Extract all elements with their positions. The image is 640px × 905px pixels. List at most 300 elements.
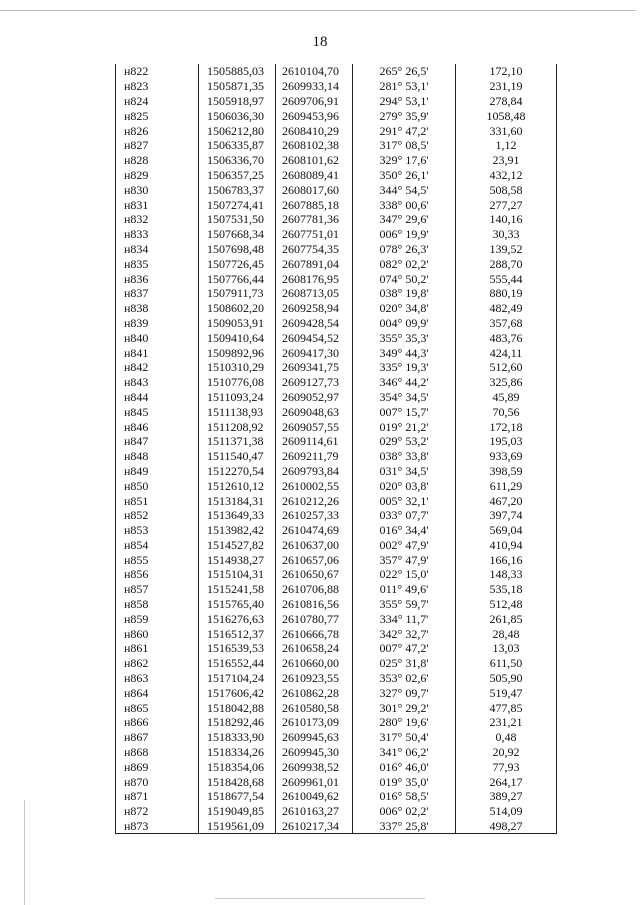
scan-left-edge	[24, 800, 25, 905]
segment-length-cell: 432,12	[456, 168, 557, 183]
segment-length-cell: 20,92	[456, 745, 557, 760]
point-id-cell: н854	[116, 538, 199, 553]
table-row	[116, 626, 557, 641]
segment-length-cell: 508,58	[456, 182, 557, 197]
table-row	[116, 286, 557, 301]
table-row	[116, 508, 557, 523]
direction-angle-cell: 357° 47,9'	[353, 552, 456, 567]
table-row	[116, 715, 557, 730]
y-coordinate-cell: 2609945,63	[276, 730, 353, 745]
y-coordinate-cell: 2610666,78	[276, 626, 353, 641]
table-row	[116, 582, 557, 597]
table-row	[116, 345, 557, 360]
x-coordinate-cell: 1516512,37	[199, 626, 276, 641]
point-id-cell: н843	[116, 375, 199, 390]
x-coordinate-cell: 1517606,42	[199, 685, 276, 700]
x-coordinate-cell: 1505885,03	[199, 64, 276, 79]
x-coordinate-cell: 1507274,41	[199, 197, 276, 212]
segment-length-cell: 45,89	[456, 390, 557, 405]
point-id-cell: н829	[116, 168, 199, 183]
coordinates-table-body	[116, 64, 557, 834]
x-coordinate-cell: 1506336,70	[199, 153, 276, 168]
table-row	[116, 538, 557, 553]
x-coordinate-cell: 1509892,96	[199, 345, 276, 360]
x-coordinate-cell: 1518333,90	[199, 730, 276, 745]
y-coordinate-cell: 2610816,56	[276, 597, 353, 612]
table-row	[116, 449, 557, 464]
direction-angle-cell: 291° 47,2'	[353, 123, 456, 138]
direction-angle-cell: 020° 34,8'	[353, 301, 456, 316]
segment-length-cell: 357,68	[456, 316, 557, 331]
x-coordinate-cell: 1510776,08	[199, 375, 276, 390]
direction-angle-cell: 016° 46,0'	[353, 759, 456, 774]
segment-length-cell: 611,50	[456, 656, 557, 671]
segment-length-cell: 231,21	[456, 715, 557, 730]
point-id-cell: н852	[116, 508, 199, 523]
segment-length-cell: 264,17	[456, 774, 557, 789]
table-row	[116, 316, 557, 331]
x-coordinate-cell: 1509410,64	[199, 330, 276, 345]
y-coordinate-cell: 2610173,09	[276, 715, 353, 730]
point-id-cell: н858	[116, 597, 199, 612]
x-coordinate-cell: 1506783,37	[199, 182, 276, 197]
x-coordinate-cell: 1507766,44	[199, 271, 276, 286]
direction-angle-cell: 082° 02,2'	[353, 256, 456, 271]
coordinates-table	[115, 64, 557, 834]
x-coordinate-cell: 1518292,46	[199, 715, 276, 730]
direction-angle-cell: 301° 29,2'	[353, 700, 456, 715]
y-coordinate-cell: 2610650,67	[276, 567, 353, 582]
y-coordinate-cell: 2609945,30	[276, 745, 353, 760]
table-row	[116, 419, 557, 434]
y-coordinate-cell: 2610637,00	[276, 538, 353, 553]
x-coordinate-cell: 1515104,31	[199, 567, 276, 582]
direction-angle-cell: 074° 50,2'	[353, 271, 456, 286]
table-row	[116, 434, 557, 449]
y-coordinate-cell: 2610657,06	[276, 552, 353, 567]
direction-angle-cell: 346° 44,2'	[353, 375, 456, 390]
direction-angle-cell: 355° 35,3'	[353, 330, 456, 345]
table-row	[116, 108, 557, 123]
point-id-cell: н862	[116, 656, 199, 671]
y-coordinate-cell: 2609417,30	[276, 345, 353, 360]
segment-length-cell: 325,86	[456, 375, 557, 390]
page-number: 18	[312, 34, 328, 50]
segment-length-cell: 535,18	[456, 582, 557, 597]
y-coordinate-cell: 2607891,04	[276, 256, 353, 271]
y-coordinate-cell: 2610660,00	[276, 656, 353, 671]
segment-length-cell: 28,48	[456, 626, 557, 641]
point-id-cell: н861	[116, 641, 199, 656]
y-coordinate-cell: 2610212,26	[276, 493, 353, 508]
direction-angle-cell: 007° 47,2'	[353, 641, 456, 656]
y-coordinate-cell: 2609258,94	[276, 301, 353, 316]
direction-angle-cell: 279° 35,9'	[353, 108, 456, 123]
segment-length-cell: 467,20	[456, 493, 557, 508]
x-coordinate-cell: 1511208,92	[199, 419, 276, 434]
y-coordinate-cell: 2608713,05	[276, 286, 353, 301]
y-coordinate-cell: 2609938,52	[276, 759, 353, 774]
table-row	[116, 552, 557, 567]
segment-length-cell: 13,03	[456, 641, 557, 656]
segment-length-cell: 140,16	[456, 212, 557, 227]
y-coordinate-cell: 2610257,33	[276, 508, 353, 523]
y-coordinate-cell: 2609706,91	[276, 94, 353, 109]
y-coordinate-cell: 2610049,62	[276, 789, 353, 804]
table-row	[116, 804, 557, 819]
y-coordinate-cell: 2609453,96	[276, 108, 353, 123]
table-row	[116, 789, 557, 804]
x-coordinate-cell: 1512610,12	[199, 478, 276, 493]
table-row	[116, 671, 557, 686]
y-coordinate-cell: 2607751,01	[276, 227, 353, 242]
x-coordinate-cell: 1511540,47	[199, 449, 276, 464]
table-row	[116, 700, 557, 715]
x-coordinate-cell: 1513982,42	[199, 523, 276, 538]
table-row	[116, 597, 557, 612]
direction-angle-cell: 006° 02,2'	[353, 804, 456, 819]
direction-angle-cell: 350° 26,1'	[353, 168, 456, 183]
y-coordinate-cell: 2610580,58	[276, 700, 353, 715]
table-row	[116, 153, 557, 168]
segment-length-cell: 278,84	[456, 94, 557, 109]
direction-angle-cell: 038° 33,8'	[353, 449, 456, 464]
segment-length-cell: 410,94	[456, 538, 557, 553]
x-coordinate-cell: 1518677,54	[199, 789, 276, 804]
segment-length-cell: 288,70	[456, 256, 557, 271]
table-row	[116, 656, 557, 671]
direction-angle-cell: 033° 07,7'	[353, 508, 456, 523]
table-row	[116, 360, 557, 375]
direction-angle-cell: 022° 15,0'	[353, 567, 456, 582]
segment-length-cell: 77,93	[456, 759, 557, 774]
point-id-cell: н839	[116, 316, 199, 331]
table-row	[116, 404, 557, 419]
segment-length-cell: 0,48	[456, 730, 557, 745]
direction-angle-cell: 078° 26,3'	[353, 242, 456, 257]
x-coordinate-cell: 1511371,38	[199, 434, 276, 449]
segment-length-cell: 477,85	[456, 700, 557, 715]
y-coordinate-cell: 2609428,54	[276, 316, 353, 331]
direction-angle-cell: 349° 44,3'	[353, 345, 456, 360]
y-coordinate-cell: 2609933,14	[276, 79, 353, 94]
segment-length-cell: 880,19	[456, 286, 557, 301]
y-coordinate-cell: 2607885,18	[276, 197, 353, 212]
y-coordinate-cell: 2610862,28	[276, 685, 353, 700]
x-coordinate-cell: 1514938,27	[199, 552, 276, 567]
table-row	[116, 64, 557, 79]
segment-length-cell: 172,10	[456, 64, 557, 79]
segment-length-cell: 166,16	[456, 552, 557, 567]
segment-length-cell: 514,09	[456, 804, 557, 819]
table-row	[116, 123, 557, 138]
table-row	[116, 330, 557, 345]
x-coordinate-cell: 1517104,24	[199, 671, 276, 686]
y-coordinate-cell: 2609211,79	[276, 449, 353, 464]
y-coordinate-cell: 2609793,84	[276, 464, 353, 479]
point-id-cell: н850	[116, 478, 199, 493]
point-id-cell: н836	[116, 271, 199, 286]
x-coordinate-cell: 1518042,88	[199, 700, 276, 715]
y-coordinate-cell: 2609454,52	[276, 330, 353, 345]
table-row	[116, 242, 557, 257]
x-coordinate-cell: 1514527,82	[199, 538, 276, 553]
point-id-cell: н835	[116, 256, 199, 271]
direction-angle-cell: 354° 34,5'	[353, 390, 456, 405]
point-id-cell: н856	[116, 567, 199, 582]
table-row	[116, 94, 557, 109]
direction-angle-cell: 342° 32,7'	[353, 626, 456, 641]
direction-angle-cell: 344° 54,5'	[353, 182, 456, 197]
direction-angle-cell: 005° 32,1'	[353, 493, 456, 508]
x-coordinate-cell: 1507698,48	[199, 242, 276, 257]
x-coordinate-cell: 1510310,29	[199, 360, 276, 375]
x-coordinate-cell: 1508602,20	[199, 301, 276, 316]
point-id-cell: н871	[116, 789, 199, 804]
direction-angle-cell: 019° 35,0'	[353, 774, 456, 789]
direction-angle-cell: 004° 09,9'	[353, 316, 456, 331]
point-id-cell: н870	[116, 774, 199, 789]
point-id-cell: н849	[116, 464, 199, 479]
direction-angle-cell: 007° 15,7'	[353, 404, 456, 419]
direction-angle-cell: 029° 53,2'	[353, 434, 456, 449]
x-coordinate-cell: 1515765,40	[199, 597, 276, 612]
scan-top-edge	[0, 10, 636, 11]
segment-length-cell: 512,60	[456, 360, 557, 375]
direction-angle-cell: 038° 19,8'	[353, 286, 456, 301]
segment-length-cell: 1058,48	[456, 108, 557, 123]
x-coordinate-cell: 1509053,91	[199, 316, 276, 331]
direction-angle-cell: 016° 34,4'	[353, 523, 456, 538]
x-coordinate-cell: 1516552,44	[199, 656, 276, 671]
point-id-cell: н865	[116, 700, 199, 715]
segment-length-cell: 331,60	[456, 123, 557, 138]
x-coordinate-cell: 1505871,35	[199, 79, 276, 94]
direction-angle-cell: 265° 26,5'	[353, 64, 456, 79]
segment-length-cell: 611,29	[456, 478, 557, 493]
point-id-cell: н847	[116, 434, 199, 449]
point-id-cell: н848	[116, 449, 199, 464]
point-id-cell: н846	[116, 419, 199, 434]
direction-angle-cell: 031° 34,5'	[353, 464, 456, 479]
y-coordinate-cell: 2610706,88	[276, 582, 353, 597]
table-row	[116, 567, 557, 582]
point-id-cell: н834	[116, 242, 199, 257]
point-id-cell: н857	[116, 582, 199, 597]
segment-length-cell: 195,03	[456, 434, 557, 449]
direction-angle-cell: 011° 49,6'	[353, 582, 456, 597]
table-row	[116, 182, 557, 197]
x-coordinate-cell: 1519561,09	[199, 819, 276, 834]
direction-angle-cell: 294° 53,1'	[353, 94, 456, 109]
y-coordinate-cell: 2610658,24	[276, 641, 353, 656]
y-coordinate-cell: 2609127,73	[276, 375, 353, 390]
table-row	[116, 745, 557, 760]
point-id-cell: н832	[116, 212, 199, 227]
x-coordinate-cell: 1516276,63	[199, 611, 276, 626]
point-id-cell: н823	[116, 79, 199, 94]
direction-angle-cell: 337° 25,8'	[353, 819, 456, 834]
segment-length-cell: 30,33	[456, 227, 557, 242]
table-row	[116, 197, 557, 212]
direction-angle-cell: 355° 59,7'	[353, 597, 456, 612]
table-row	[116, 478, 557, 493]
x-coordinate-cell: 1519049,85	[199, 804, 276, 819]
point-id-cell: н837	[116, 286, 199, 301]
point-id-cell: н842	[116, 360, 199, 375]
segment-length-cell: 512,48	[456, 597, 557, 612]
y-coordinate-cell: 2608176,95	[276, 271, 353, 286]
point-id-cell: н838	[116, 301, 199, 316]
segment-length-cell: 933,69	[456, 449, 557, 464]
segment-length-cell: 1,12	[456, 138, 557, 153]
y-coordinate-cell: 2608410,29	[276, 123, 353, 138]
y-coordinate-cell: 2610780,77	[276, 611, 353, 626]
x-coordinate-cell: 1506357,25	[199, 168, 276, 183]
direction-angle-cell: 317° 08,5'	[353, 138, 456, 153]
segment-length-cell: 555,44	[456, 271, 557, 286]
table-row	[116, 138, 557, 153]
point-id-cell: н872	[116, 804, 199, 819]
point-id-cell: н830	[116, 182, 199, 197]
point-id-cell: н863	[116, 671, 199, 686]
y-coordinate-cell: 2609341,75	[276, 360, 353, 375]
point-id-cell: н851	[116, 493, 199, 508]
y-coordinate-cell: 2610002,55	[276, 478, 353, 493]
table-row	[116, 819, 557, 834]
table-row	[116, 227, 557, 242]
table-row	[116, 256, 557, 271]
x-coordinate-cell: 1506335,87	[199, 138, 276, 153]
x-coordinate-cell: 1513649,33	[199, 508, 276, 523]
table-row	[116, 79, 557, 94]
y-coordinate-cell: 2610163,27	[276, 804, 353, 819]
point-id-cell: н864	[116, 685, 199, 700]
segment-length-cell: 231,19	[456, 79, 557, 94]
x-coordinate-cell: 1507531,50	[199, 212, 276, 227]
direction-angle-cell: 327° 09,7'	[353, 685, 456, 700]
y-coordinate-cell: 2610104,70	[276, 64, 353, 79]
x-coordinate-cell: 1511138,93	[199, 404, 276, 419]
segment-length-cell: 70,56	[456, 404, 557, 419]
direction-angle-cell: 334° 11,7'	[353, 611, 456, 626]
y-coordinate-cell: 2609052,97	[276, 390, 353, 405]
x-coordinate-cell: 1518354,06	[199, 759, 276, 774]
segment-length-cell: 398,59	[456, 464, 557, 479]
y-coordinate-cell: 2609057,55	[276, 419, 353, 434]
x-coordinate-cell: 1512270,54	[199, 464, 276, 479]
direction-angle-cell: 335° 19,3'	[353, 360, 456, 375]
x-coordinate-cell: 1515241,58	[199, 582, 276, 597]
y-coordinate-cell: 2607754,35	[276, 242, 353, 257]
direction-angle-cell: 006° 19,9'	[353, 227, 456, 242]
table-row	[116, 774, 557, 789]
table-row	[116, 212, 557, 227]
table-row	[116, 168, 557, 183]
table-row	[116, 523, 557, 538]
direction-angle-cell: 329° 17,6'	[353, 153, 456, 168]
point-id-cell: н828	[116, 153, 199, 168]
point-id-cell: н869	[116, 759, 199, 774]
x-coordinate-cell: 1507911,73	[199, 286, 276, 301]
table-row	[116, 464, 557, 479]
table-row	[116, 685, 557, 700]
point-id-cell: н868	[116, 745, 199, 760]
direction-angle-cell: 019° 21,2'	[353, 419, 456, 434]
x-coordinate-cell: 1507668,34	[199, 227, 276, 242]
point-id-cell: н833	[116, 227, 199, 242]
point-id-cell: н845	[116, 404, 199, 419]
point-id-cell: н827	[116, 138, 199, 153]
table-row	[116, 730, 557, 745]
point-id-cell: н853	[116, 523, 199, 538]
table-row	[116, 375, 557, 390]
direction-angle-cell: 338° 00,6'	[353, 197, 456, 212]
table-row	[116, 759, 557, 774]
point-id-cell: н844	[116, 390, 199, 405]
direction-angle-cell: 025° 31,8'	[353, 656, 456, 671]
point-id-cell: н867	[116, 730, 199, 745]
segment-length-cell: 139,52	[456, 242, 557, 257]
scan-bottom-edge	[215, 898, 425, 899]
direction-angle-cell: 280° 19,6'	[353, 715, 456, 730]
segment-length-cell: 519,47	[456, 685, 557, 700]
point-id-cell: н841	[116, 345, 199, 360]
segment-length-cell: 148,33	[456, 567, 557, 582]
table-row	[116, 390, 557, 405]
y-coordinate-cell: 2608102,38	[276, 138, 353, 153]
point-id-cell: н825	[116, 108, 199, 123]
point-id-cell: н824	[116, 94, 199, 109]
y-coordinate-cell: 2610217,34	[276, 819, 353, 834]
segment-length-cell: 498,27	[456, 819, 557, 834]
direction-angle-cell: 016° 58,5'	[353, 789, 456, 804]
segment-length-cell: 505,90	[456, 671, 557, 686]
table-row	[116, 301, 557, 316]
segment-length-cell: 569,04	[456, 523, 557, 538]
x-coordinate-cell: 1506036,30	[199, 108, 276, 123]
segment-length-cell: 424,11	[456, 345, 557, 360]
y-coordinate-cell: 2607781,36	[276, 212, 353, 227]
point-id-cell: н826	[116, 123, 199, 138]
direction-angle-cell: 341° 06,2'	[353, 745, 456, 760]
y-coordinate-cell: 2610923,55	[276, 671, 353, 686]
segment-length-cell: 397,74	[456, 508, 557, 523]
x-coordinate-cell: 1505918,97	[199, 94, 276, 109]
point-id-cell: н855	[116, 552, 199, 567]
y-coordinate-cell: 2608101,62	[276, 153, 353, 168]
table-row	[116, 493, 557, 508]
segment-length-cell: 261,85	[456, 611, 557, 626]
table-row	[116, 611, 557, 626]
direction-angle-cell: 002° 47,9'	[353, 538, 456, 553]
table-row	[116, 271, 557, 286]
point-id-cell: н831	[116, 197, 199, 212]
direction-angle-cell: 353° 02,6'	[353, 671, 456, 686]
point-id-cell: н840	[116, 330, 199, 345]
x-coordinate-cell: 1513184,31	[199, 493, 276, 508]
x-coordinate-cell: 1518428,68	[199, 774, 276, 789]
y-coordinate-cell: 2609048,63	[276, 404, 353, 419]
point-id-cell: н859	[116, 611, 199, 626]
x-coordinate-cell: 1518334,26	[199, 745, 276, 760]
y-coordinate-cell: 2609961,01	[276, 774, 353, 789]
point-id-cell: н822	[116, 64, 199, 79]
direction-angle-cell: 347° 29,6'	[353, 212, 456, 227]
segment-length-cell: 482,49	[456, 301, 557, 316]
x-coordinate-cell: 1507726,45	[199, 256, 276, 271]
segment-length-cell: 389,27	[456, 789, 557, 804]
